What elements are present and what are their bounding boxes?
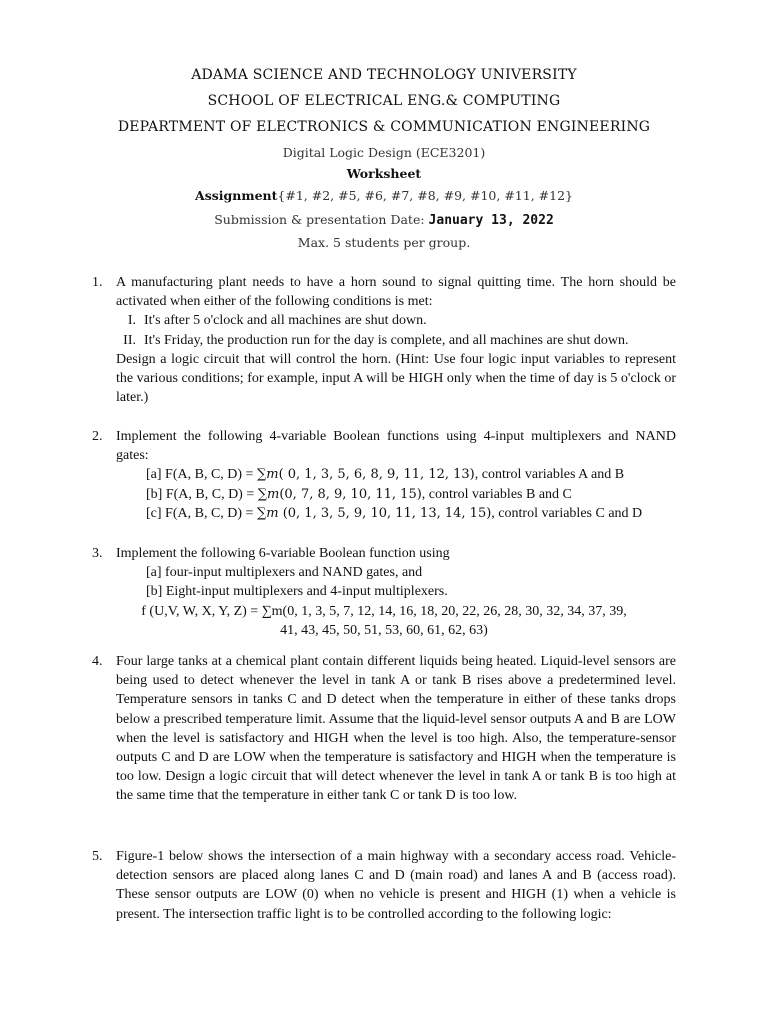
question-number: 3. xyxy=(92,546,103,561)
minterm-list: ( 0, 1, 3, 5, 6, 8, 9, 11, 12, 13) xyxy=(278,467,475,483)
submission-line xyxy=(0,212,768,228)
question-text: Implement the following 4-variable Boolean functions using 4-input multiplexers and NAND gates: xyxy=(116,429,676,464)
submission-label: Submission & presentation Date: xyxy=(214,212,425,227)
function-line-1: f (U,V, W, X, Y, Z) = ∑m(0, 1, 3, 5, 7, 12, 14, 16, 18, 20, 22, 26, 28, 30, 32, 34, 37, 39, xyxy=(141,603,627,619)
question-number: 2. xyxy=(92,429,103,444)
sigma-symbol: ∑ xyxy=(257,486,268,502)
question-text-continued: Design a logic circuit that will control the horn. (Hint: Use four logic input variables to represent the various conditions; for example, input A will be HIGH only when the time of day is 5 o'clock or later.) xyxy=(116,351,676,406)
function-line-2: 41, 43, 45, 50, 51, 53, 60, 61, 62, 63) xyxy=(280,622,488,638)
minterm-list: (0, 7, 8, 9, 10, 11, 15) xyxy=(279,486,422,502)
function-name: F(A, B, C, D) = xyxy=(165,486,258,502)
submission-date: January 13, 2022 xyxy=(428,213,554,228)
school-name: SCHOOL OF ELECTRICAL ENG.& COMPUTING xyxy=(207,93,561,109)
condition-item xyxy=(116,311,676,330)
minterm-list: (0, 1, 3, 5, 9, 10, 11, 13, 14, 15) xyxy=(278,505,492,521)
question-1 xyxy=(92,273,676,407)
option-text: Eight-input multiplexers and 4-input multiplexers. xyxy=(165,584,448,600)
option-item xyxy=(116,563,676,582)
worksheet-title: Worksheet xyxy=(346,166,422,181)
question-4 xyxy=(92,652,676,806)
question-number: 5. xyxy=(92,849,103,864)
option-item xyxy=(116,582,676,601)
question-3 xyxy=(92,544,676,640)
course-title: Digital Logic Design (ECE3201) xyxy=(282,145,486,160)
condition-text: It's after 5 o'clock and all machines are shut down. xyxy=(144,313,427,329)
group-note: Max. 5 students per group. xyxy=(297,235,471,250)
question-number: 4. xyxy=(92,654,103,669)
condition-text: It's Friday, the production run for the day is complete, and all machines are shut down. xyxy=(144,332,629,348)
minterm-symbol: m xyxy=(266,467,279,483)
assignment-line xyxy=(0,188,768,203)
sigma-symbol: ∑ xyxy=(256,467,267,483)
question-number: 1. xyxy=(92,275,103,290)
control-variables: , control variables A and B xyxy=(474,467,625,483)
question-5 xyxy=(92,847,676,924)
question-text: A manufacturing plant needs to have a horn sound to signal quitting time. The horn should be activated when either of the following conditions is met: xyxy=(116,275,676,310)
control-variables: , control variables C and D xyxy=(491,505,643,521)
item-label: [b] xyxy=(146,584,163,600)
option-text: four-input multiplexers and NAND gates, and xyxy=(165,565,423,581)
question-text: Implement the following 6-variable Boolean function using xyxy=(116,546,450,561)
minterm-symbol: m xyxy=(266,505,279,521)
university-name: ADAMA SCIENCE AND TECHNOLOGY UNIVERSITY xyxy=(191,67,577,83)
sigma-symbol: ∑ xyxy=(256,505,267,521)
question-2 xyxy=(92,427,676,523)
item-label: [c] xyxy=(146,505,162,521)
function-name: F(A, B, C, D) = xyxy=(165,505,257,521)
question-text: Figure-1 below shows the intersection of a main highway with a secondary access road. Vehicle-detection sensors are placed along lanes C and D (main road) and lanes A and B (access road). These sensor outputs are LOW (0) when no vehicle is present and HIGH (1) when a vehicle is present. The intersection traffic light is to be controlled according to the following logic: xyxy=(116,849,676,922)
item-label: [a] xyxy=(146,565,162,581)
assignment-label: Assignment xyxy=(195,188,278,203)
function-item xyxy=(116,504,676,523)
condition-item xyxy=(116,331,676,350)
function-name: F(A, B, C, D) = xyxy=(165,467,257,483)
assignment-list: {#1, #2, #5, #6, #7, #8, #9, #10, #11, #12} xyxy=(277,188,573,203)
question-text: Four large tanks at a chemical plant contain different liquids being heated. Liquid-level sensors are being used to detect whenever the level in tank A or tank B rises above a predetermined level. Temperature sensors in tanks C and D detect when the temperature in either of these tanks drops below a prescribed temperature limit. Assume that the liquid-level sensor outputs A and B are LOW when the level is satisfactory and HIGH when the level is too high. Also, the temperature-sensor outputs C and D are LOW when the temperature is satisfactory and HIGH when the temperature is too low. Design a logic circuit that will detect whenever the level in tank A or tank B is too high at the same time that the temperature in either tank C or tank D is too low. xyxy=(116,654,676,804)
minterm-symbol: m xyxy=(267,486,280,502)
function-item xyxy=(116,465,676,484)
department-name: DEPARTMENT OF ELECTRONICS & COMMUNICATION ENGINEERING xyxy=(117,119,651,135)
item-label: [b] xyxy=(146,486,163,502)
condition-numeral: I. xyxy=(127,313,136,329)
function-item xyxy=(116,485,676,504)
item-label: [a] xyxy=(146,467,162,483)
condition-numeral: II. xyxy=(123,332,136,348)
control-variables: , control variables B and C xyxy=(421,486,572,502)
